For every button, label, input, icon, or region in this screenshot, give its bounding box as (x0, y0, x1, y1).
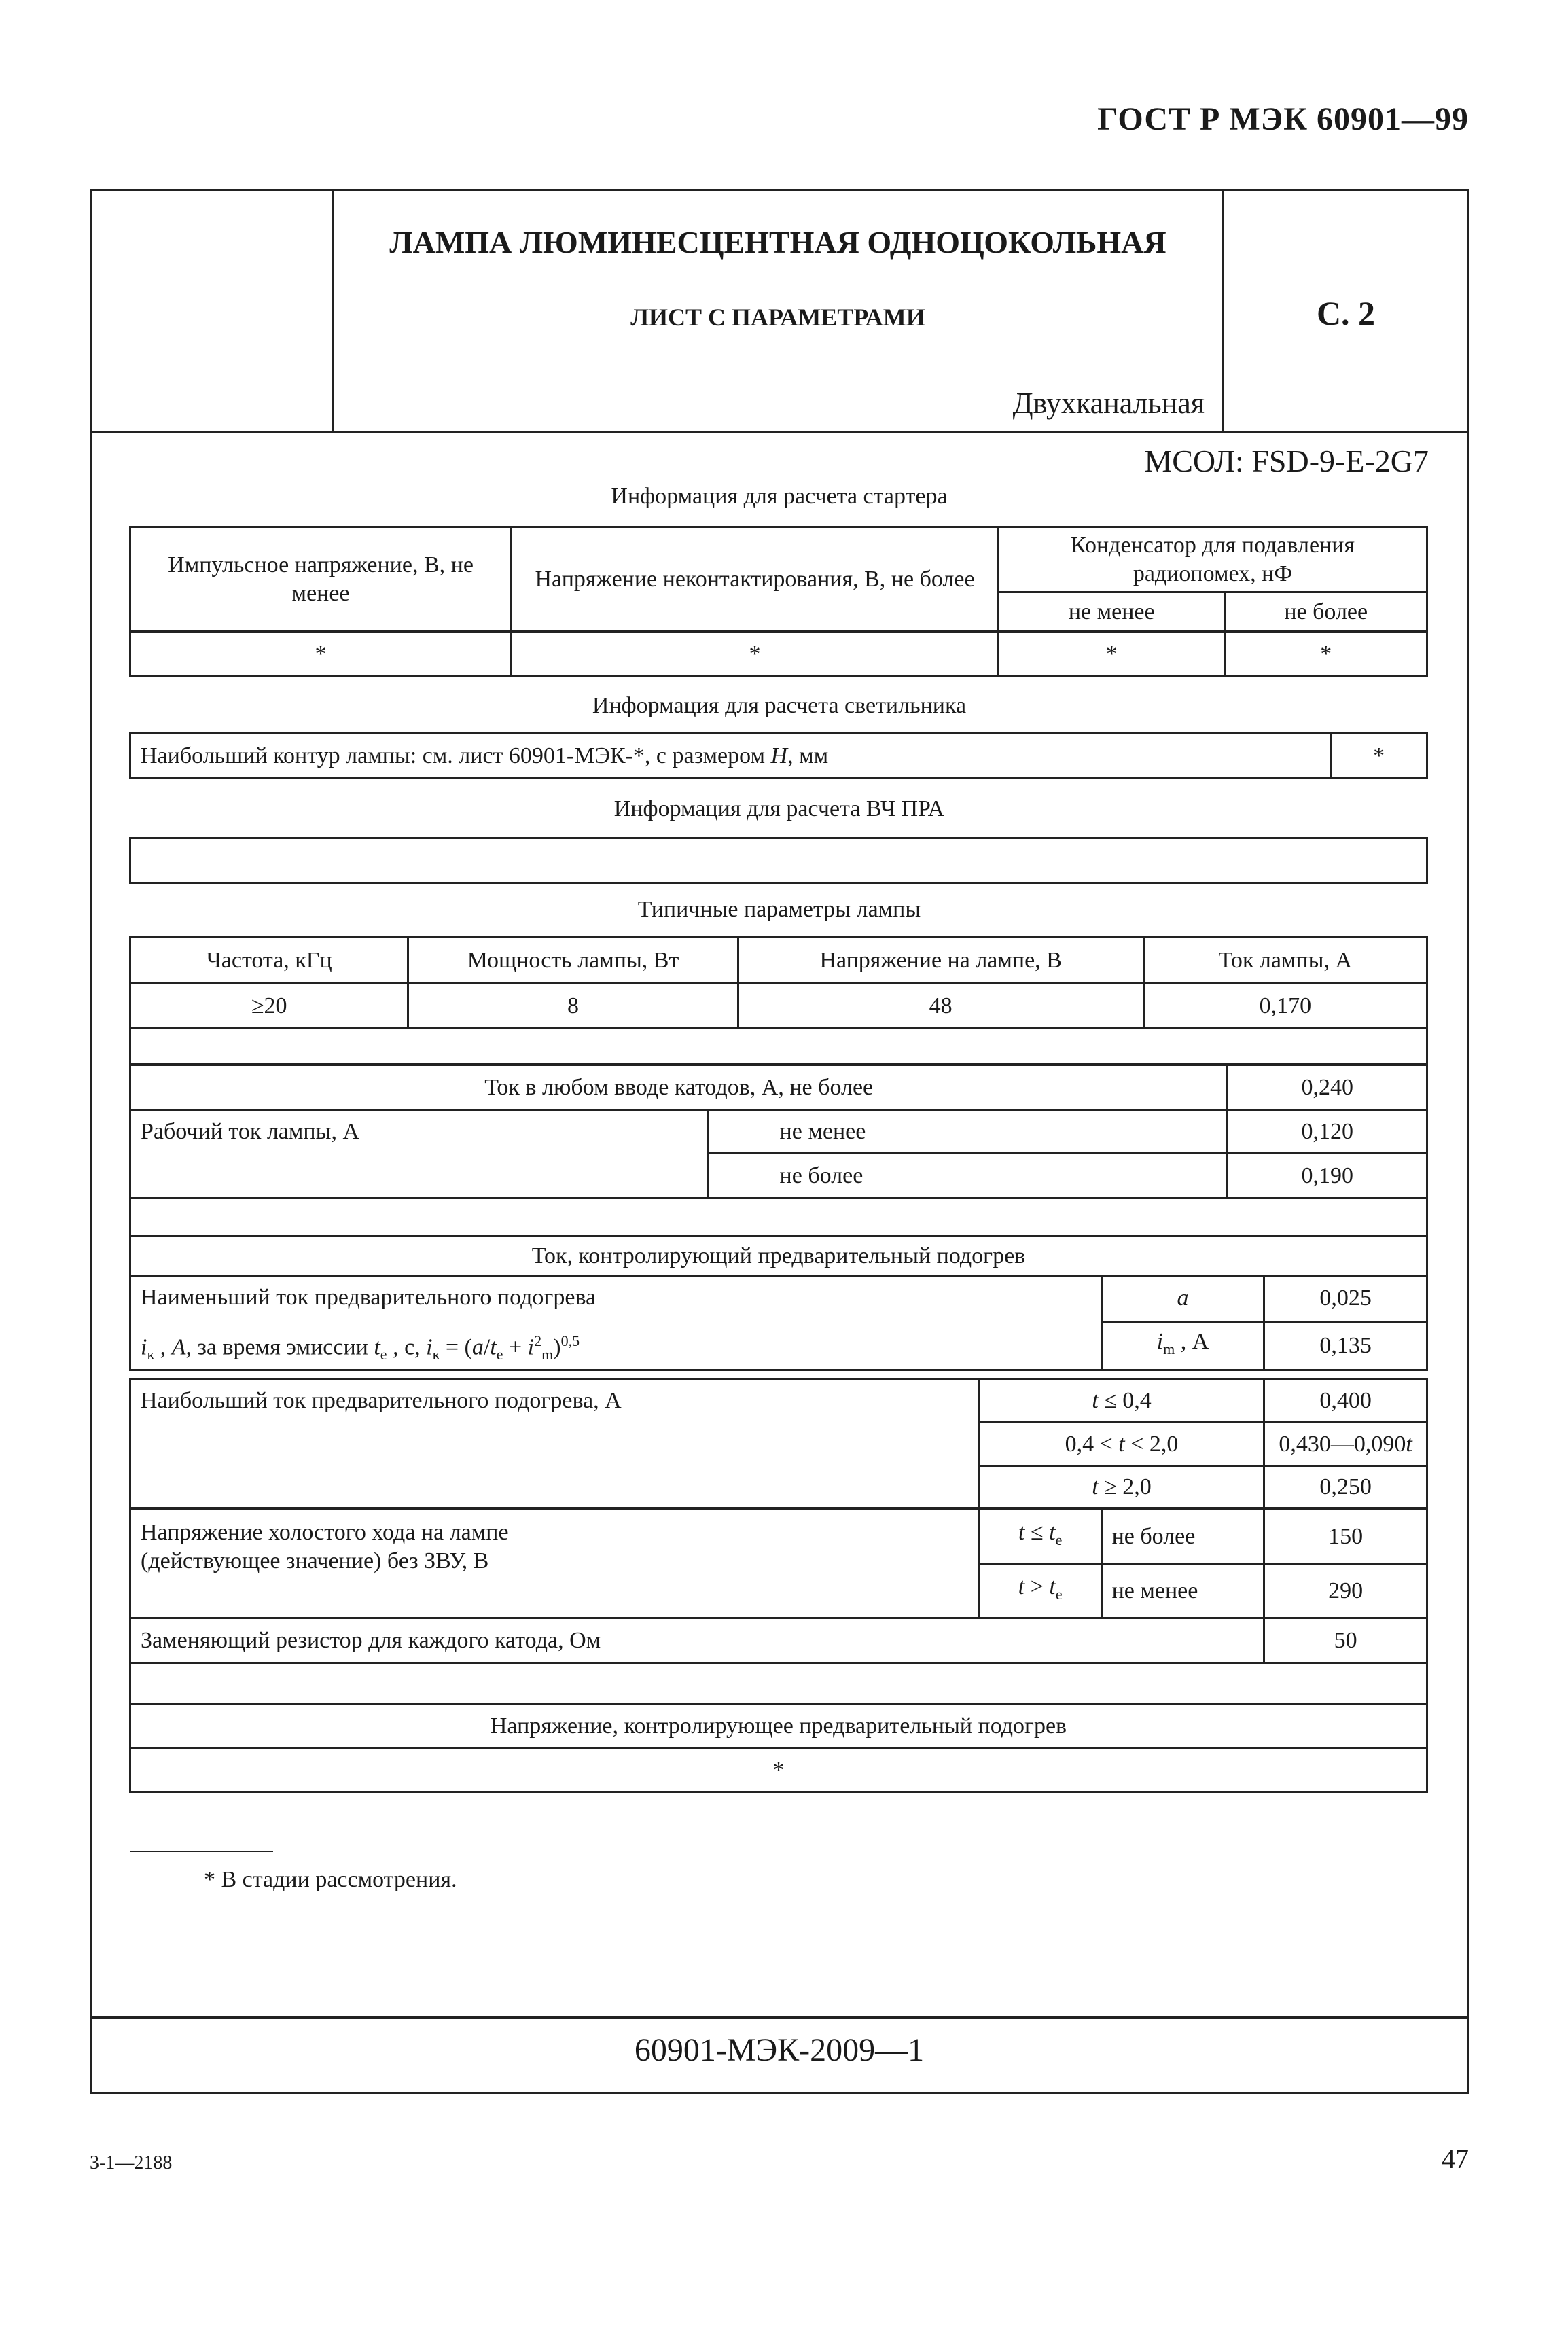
starter-col-capacitor: Конденсатор для подавления радиопомех, нФ (999, 527, 1427, 592)
formula-var: i (141, 1334, 147, 1360)
formula-var: t (1049, 1574, 1056, 1600)
sheet-subtitle: ЛИСТ С ПАРАМЕТРАМИ (630, 304, 925, 331)
preheat-a-label-text: a (1177, 1285, 1189, 1311)
starter-col-capacitor-min: не менее (999, 592, 1225, 632)
luminaire-outline-unit: , мм (787, 743, 829, 768)
starter-heading: Информация для расчета стартера (611, 484, 948, 509)
preheat-im-label: $i_m$ , А (1101, 1321, 1264, 1370)
formula-sub: e (496, 1346, 503, 1364)
lamp-variant: Двухканальная (1012, 387, 1205, 420)
preheat-min-table (129, 1235, 1428, 1371)
formula-var: i (527, 1334, 535, 1360)
luminaire-outline-value: * (1331, 734, 1427, 779)
cond-text: t ≤ 0,4 (1092, 1387, 1152, 1413)
ocv-limit: не более (1101, 1510, 1264, 1564)
cathode-table (129, 1064, 1428, 1237)
cond-text: t ≥ 2,0 (1092, 1474, 1152, 1499)
preheat-max-value: 0,400 (1264, 1379, 1427, 1423)
ocv-label (130, 1510, 980, 1618)
formula-sup: 0,5 (560, 1332, 580, 1349)
preheat-max-label: Наибольший ток предварительного подогрева, А (130, 1379, 980, 1508)
typical-value: 0,170 (1143, 984, 1427, 1029)
operating-current-min-value: 0,120 (1228, 1110, 1427, 1154)
preheat-a-value: 0,025 (1264, 1276, 1427, 1322)
formula-sub: m (541, 1346, 554, 1364)
starter-col-noncontact-voltage: Напряжение неконтактирования, В, не более (512, 527, 999, 632)
formula-var: t (1018, 1520, 1025, 1546)
print-code: 3-1—2188 (90, 2152, 173, 2173)
ocv-limit: не менее (1101, 1564, 1264, 1618)
sheet-title: ЛАМПА ЛЮМИНЕСЦЕНТНАЯ ОДНОЦОКОЛЬНАЯ (389, 225, 1166, 260)
formula-sub: e (1055, 1585, 1063, 1603)
starter-value: * (512, 632, 999, 677)
formula-var: t (1092, 1474, 1099, 1499)
ocv-table (129, 1508, 1428, 1619)
cond-text: 0,4 < t < 2,0 (1065, 1431, 1179, 1457)
formula-var: t (1406, 1431, 1412, 1457)
preheat-min-label-cell (130, 1276, 1102, 1370)
title-bottom-line (90, 431, 1469, 433)
ocv-label-line2: (действующее значение) без ЗВУ, В (141, 1548, 489, 1574)
starter-value: * (999, 632, 1225, 677)
luminaire-heading: Информация для расчета светильника (592, 693, 967, 718)
cathode-any-input-label: Ток в любом вводе катодов, А, не более (130, 1065, 1228, 1110)
preheat-max-cond (979, 1423, 1264, 1466)
typical-table (129, 936, 1428, 1065)
formula-sub: к (432, 1346, 440, 1364)
typical-header: Частота, кГц (130, 938, 408, 984)
operating-current-max-value: 0,190 (1228, 1154, 1427, 1198)
hf-table (129, 837, 1428, 884)
typical-value: 48 (738, 984, 1143, 1029)
ocv-cond: $t > t_e$ (979, 1564, 1101, 1618)
preheat-max-cond (979, 1379, 1264, 1423)
preheat-a-label (1101, 1276, 1264, 1322)
sheet-code: 60901-МЭК-2009—1 (634, 2032, 925, 2068)
resistor-label: Заменяющий резистор для каждого катода, Ом (130, 1618, 1264, 1663)
voltage-value: * (130, 1749, 1427, 1792)
preheat-heading: Ток, контролирующий предварительный подогрев (130, 1237, 1427, 1276)
spacer-row (130, 1029, 1427, 1064)
resistor-value: 50 (1264, 1618, 1427, 1663)
formula-var: t (1092, 1387, 1099, 1413)
formula-sup: 2 (534, 1332, 542, 1349)
formula-var: t (490, 1334, 497, 1360)
operating-current-max-label: не более (708, 1154, 1228, 1198)
preheat-im-value: 0,135 (1264, 1321, 1427, 1370)
formula-var: t (1049, 1520, 1056, 1546)
standard-number: ГОСТ Р МЭК 60901—99 (1097, 101, 1469, 137)
formula-sub: m (1163, 1340, 1175, 1358)
formula-sub: e (1055, 1531, 1063, 1548)
preheat-max-cond (979, 1466, 1264, 1508)
typical-value: ≥20 (130, 984, 408, 1029)
starter-col-pulse-voltage: Импульсное напряжение, В, не менее (130, 527, 512, 632)
starter-table (129, 526, 1428, 677)
preheat-formula: $i_к$ , A, за время эмиссии $t_e$ , с, $i_к = (a/t_e + i^2_m)^{0,5}$ (141, 1332, 580, 1364)
ocv-label-line1: Напряжение холостого хода на лампе (141, 1520, 509, 1545)
preheat-max-value: 0,430—0,090t (1264, 1423, 1427, 1466)
formula-sub: e (380, 1346, 387, 1364)
typical-header: Напряжение на лампе, В (738, 938, 1143, 984)
typical-header: Мощность лампы, Вт (408, 938, 738, 984)
formula-var: t (1018, 1574, 1025, 1600)
spacer-row (130, 1663, 1427, 1704)
dimension-h: H (770, 743, 788, 768)
luminaire-outline-label (130, 734, 1331, 779)
cathode-any-input-value: 0,240 (1228, 1065, 1427, 1110)
luminaire-table (129, 732, 1428, 779)
starter-col-capacitor-max: не более (1225, 592, 1427, 632)
typical-heading: Типичные параметры лампы (637, 897, 921, 922)
starter-value: * (130, 632, 512, 677)
preheat-max-value: 0,250 (1264, 1466, 1427, 1508)
operating-current-label: Рабочий ток лампы, А (130, 1110, 709, 1198)
resistor-table (129, 1617, 1428, 1793)
msol-code: МСОЛ: FSD-9-E-2G7 (1144, 444, 1429, 478)
sheet-number: С. 2 (1316, 294, 1376, 332)
formula-var: i (426, 1334, 433, 1360)
typical-value: 8 (408, 984, 738, 1029)
operating-current-min-label: не менее (708, 1110, 1228, 1154)
preheat-max-table (129, 1378, 1428, 1509)
voltage-heading: Напряжение, контролирующее предварительный подогрев (130, 1704, 1427, 1749)
formula-var: i (1156, 1329, 1164, 1355)
page-number: 47 (1442, 2144, 1469, 2174)
preheat-min-label: Наименьший ток предварительного подогрева (141, 1285, 596, 1310)
footer-top-line (90, 2016, 1469, 2019)
spacer-row (130, 1198, 1427, 1237)
footnote-rule (130, 1851, 273, 1852)
formula-var: t (1118, 1431, 1125, 1457)
typical-header: Ток лампы, А (1143, 938, 1427, 984)
hf-empty-cell (130, 838, 1427, 883)
formula-var: a (471, 1334, 484, 1360)
formula-sub: к (147, 1346, 155, 1364)
starter-value: * (1225, 632, 1427, 677)
footnote: * В стадии рассмотрения. (204, 1867, 457, 1892)
ocv-value: 150 (1264, 1510, 1427, 1564)
formula-var: A (171, 1334, 186, 1360)
ocv-value: 290 (1264, 1564, 1427, 1618)
formula-var: t (374, 1334, 380, 1360)
hf-heading: Информация для расчета ВЧ ПРА (613, 796, 945, 821)
ocv-cond: $t \le t_e$ (979, 1510, 1101, 1564)
luminaire-outline-label-text: Наибольший контур лампы: см. лист 60901-МЭК-*, с размером (141, 743, 771, 768)
